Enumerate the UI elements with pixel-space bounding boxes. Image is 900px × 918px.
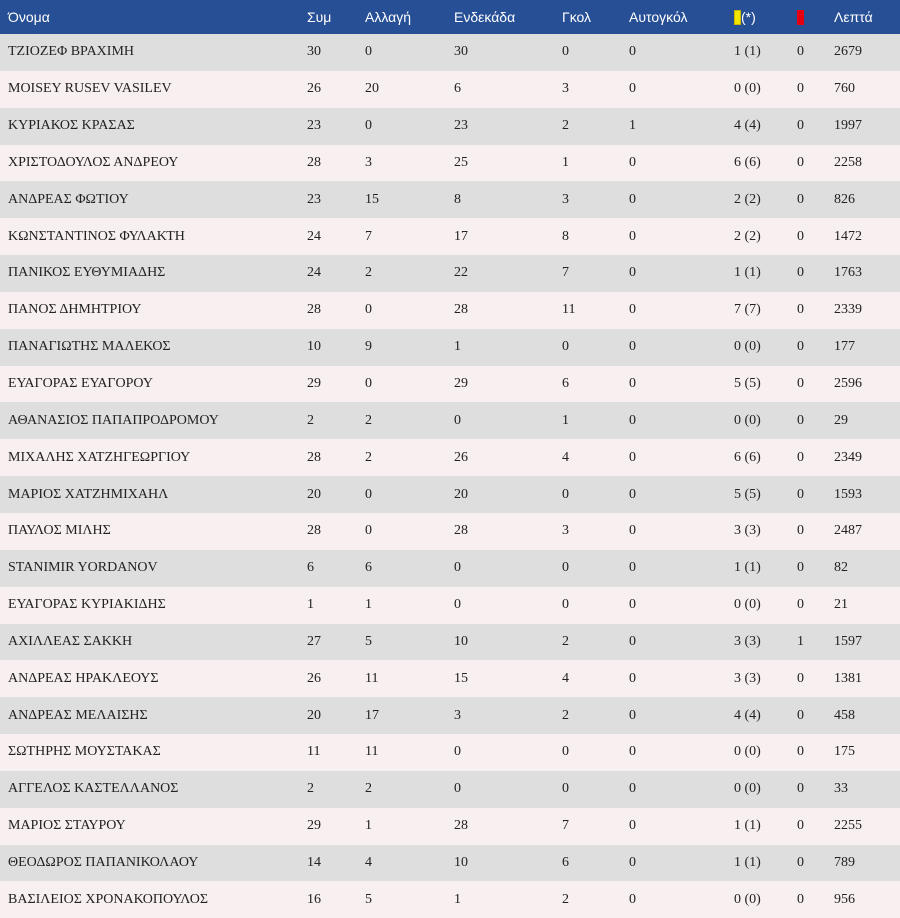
- cell-name: ΚΩΝΣΤΑΝΤΙΝΟΣ ΦΥΛΑΚΤΗ: [8, 228, 185, 244]
- table-row: [0, 366, 900, 403]
- cell-appearances: 30: [307, 44, 321, 60]
- cell-starting: 15: [454, 670, 468, 686]
- header-substitutions[interactable]: Αλλαγή: [365, 9, 412, 25]
- cell-own-goals: 0: [629, 486, 636, 502]
- cell-minutes: 1763: [834, 265, 862, 281]
- cell-substitutions: 2: [365, 781, 372, 797]
- cell-goals: 0: [562, 44, 569, 60]
- header-yellow-suffix: (*): [741, 9, 756, 25]
- cell-minutes: 1997: [834, 118, 862, 134]
- cell-substitutions: 9: [365, 339, 372, 355]
- cell-appearances: 2: [307, 781, 314, 797]
- header-starting[interactable]: Ενδεκάδα: [454, 9, 516, 25]
- cell-starting: 10: [454, 633, 468, 649]
- cell-appearances: 1: [307, 597, 314, 613]
- cell-starting: 0: [454, 597, 461, 613]
- table-row: [0, 734, 900, 771]
- cell-minutes: 2487: [834, 523, 862, 539]
- cell-starting: 0: [454, 781, 461, 797]
- cell-name: ΤΖΙΟΖΕΦ ΒΡΑΧΙΜΗ: [8, 44, 135, 60]
- cell-goals: 0: [562, 781, 569, 797]
- cell-yellow-cards: 5 (5): [734, 376, 761, 392]
- cell-minutes: 1381: [834, 670, 862, 686]
- cell-own-goals: 0: [629, 781, 636, 797]
- cell-appearances: 20: [307, 486, 321, 502]
- cell-goals: 0: [562, 339, 569, 355]
- cell-minutes: 33: [834, 781, 848, 797]
- header-yellow-cards[interactable]: [734, 0, 797, 34]
- cell-own-goals: 0: [629, 376, 636, 392]
- cell-name: ΑΘΑΝΑΣΙΟΣ ΠΑΠΑΠΡΟΔΡΟΜΟΥ: [8, 412, 219, 428]
- cell-name: ΑΓΓΕΛΟΣ ΚΑΣΤΕΛΛΑΝΟΣ: [8, 781, 179, 797]
- cell-name: ΜΙΧΑΛΗΣ ΧΑΤΖΗΓΕΩΡΓΙΟΥ: [8, 449, 191, 465]
- cell-substitutions: 5: [365, 633, 372, 649]
- cell-yellow-cards: 3 (3): [734, 670, 761, 686]
- cell-substitutions: 2: [365, 265, 372, 281]
- table-row: [0, 624, 900, 661]
- cell-own-goals: 0: [629, 265, 636, 281]
- table-row: [0, 476, 900, 513]
- cell-substitutions: 0: [365, 44, 372, 60]
- cell-yellow-cards: 5 (5): [734, 486, 761, 502]
- cell-minutes: 1597: [834, 633, 862, 649]
- cell-appearances: 14: [307, 854, 321, 870]
- cell-goals: 1: [562, 412, 569, 428]
- table-row: [0, 660, 900, 697]
- cell-red-cards: 0: [797, 412, 804, 428]
- cell-substitutions: 2: [365, 412, 372, 428]
- cell-substitutions: 0: [365, 376, 372, 392]
- cell-red-cards: 0: [797, 228, 804, 244]
- cell-own-goals: 0: [629, 191, 636, 207]
- cell-goals: 2: [562, 707, 569, 723]
- cell-minutes: 21: [834, 597, 848, 613]
- cell-appearances: 28: [307, 302, 321, 318]
- cell-minutes: 956: [834, 891, 855, 907]
- cell-appearances: 6: [307, 560, 314, 576]
- cell-minutes: 1472: [834, 228, 862, 244]
- cell-goals: 0: [562, 560, 569, 576]
- cell-red-cards: 0: [797, 523, 804, 539]
- cell-minutes: 458: [834, 707, 855, 723]
- header-red-cards[interactable]: [797, 0, 834, 34]
- cell-yellow-cards: 3 (3): [734, 523, 761, 539]
- cell-goals: 6: [562, 854, 569, 870]
- table-row: [0, 587, 900, 624]
- cell-starting: 8: [454, 191, 461, 207]
- cell-red-cards: 0: [797, 191, 804, 207]
- cell-red-cards: 0: [797, 560, 804, 576]
- cell-appearances: 29: [307, 818, 321, 834]
- cell-own-goals: 1: [629, 118, 636, 134]
- cell-goals: 1: [562, 154, 569, 170]
- cell-red-cards: 0: [797, 449, 804, 465]
- table-row: [0, 34, 900, 71]
- cell-appearances: 26: [307, 81, 321, 97]
- table-row: [0, 771, 900, 808]
- cell-appearances: 2: [307, 412, 314, 428]
- cell-name: ΜΑΡΙΟΣ ΧΑΤΖΗΜΙΧΑΗΛ: [8, 486, 169, 502]
- cell-name: ΠΑΝΑΓΙΩΤΗΣ ΜΑΛΕΚΟΣ: [8, 339, 171, 355]
- cell-substitutions: 1: [365, 818, 372, 834]
- cell-red-cards: 0: [797, 376, 804, 392]
- table-row: [0, 402, 900, 439]
- cell-red-cards: 0: [797, 118, 804, 134]
- cell-starting: 28: [454, 818, 468, 834]
- cell-substitutions: 15: [365, 191, 379, 207]
- cell-minutes: 789: [834, 854, 855, 870]
- cell-starting: 22: [454, 265, 468, 281]
- cell-minutes: 29: [834, 412, 848, 428]
- header-minutes[interactable]: Λεπτά: [834, 9, 873, 25]
- cell-goals: 0: [562, 744, 569, 760]
- table-row: [0, 329, 900, 366]
- cell-substitutions: 0: [365, 486, 372, 502]
- cell-appearances: 24: [307, 228, 321, 244]
- cell-substitutions: 1: [365, 597, 372, 613]
- cell-own-goals: 0: [629, 670, 636, 686]
- cell-yellow-cards: 0 (0): [734, 339, 761, 355]
- header-goals[interactable]: Γκολ: [562, 9, 592, 25]
- cell-name: ΘΕΟΔΩΡΟΣ ΠΑΠΑΝΙΚΟΛΑΟΥ: [8, 854, 199, 870]
- table-row: [0, 550, 900, 587]
- cell-own-goals: 0: [629, 449, 636, 465]
- cell-own-goals: 0: [629, 302, 636, 318]
- cell-minutes: 177: [834, 339, 855, 355]
- cell-substitutions: 6: [365, 560, 372, 576]
- cell-red-cards: 0: [797, 670, 804, 686]
- header-row: [0, 0, 900, 34]
- cell-name: ΑΧΙΛΛΕΑΣ ΣΑΚΚΗ: [8, 633, 133, 649]
- table-header: [0, 0, 900, 34]
- cell-own-goals: 0: [629, 818, 636, 834]
- cell-red-cards: 0: [797, 744, 804, 760]
- cell-red-cards: 0: [797, 891, 804, 907]
- cell-own-goals: 0: [629, 154, 636, 170]
- table-row: [0, 439, 900, 476]
- cell-appearances: 10: [307, 339, 321, 355]
- cell-yellow-cards: 1 (1): [734, 854, 761, 870]
- cell-starting: 1: [454, 891, 461, 907]
- cell-starting: 0: [454, 744, 461, 760]
- cell-appearances: 23: [307, 118, 321, 134]
- cell-starting: 0: [454, 560, 461, 576]
- cell-appearances: 23: [307, 191, 321, 207]
- table-row: [0, 71, 900, 108]
- cell-starting: 1: [454, 339, 461, 355]
- cell-red-cards: 0: [797, 302, 804, 318]
- cell-goals: 3: [562, 191, 569, 207]
- cell-name: MOISEY RUSEV VASILEV: [8, 81, 172, 97]
- cell-appearances: 16: [307, 891, 321, 907]
- cell-goals: 8: [562, 228, 569, 244]
- cell-minutes: 2255: [834, 818, 862, 834]
- cell-name: ΜΑΡΙΟΣ ΣΤΑΥΡΟΥ: [8, 818, 126, 834]
- cell-appearances: 20: [307, 707, 321, 723]
- cell-minutes: 2596: [834, 376, 862, 392]
- cell-red-cards: 0: [797, 854, 804, 870]
- cell-goals: 4: [562, 670, 569, 686]
- cell-own-goals: 0: [629, 228, 636, 244]
- cell-own-goals: 0: [629, 560, 636, 576]
- cell-starting: 29: [454, 376, 468, 392]
- cell-goals: 4: [562, 449, 569, 465]
- cell-minutes: 2339: [834, 302, 862, 318]
- cell-substitutions: 4: [365, 854, 372, 870]
- cell-appearances: 29: [307, 376, 321, 392]
- cell-own-goals: 0: [629, 597, 636, 613]
- red-card-icon: [797, 10, 804, 25]
- cell-starting: 10: [454, 854, 468, 870]
- cell-starting: 23: [454, 118, 468, 134]
- cell-yellow-cards: 0 (0): [734, 81, 761, 97]
- cell-starting: 28: [454, 302, 468, 318]
- cell-starting: 20: [454, 486, 468, 502]
- cell-red-cards: 0: [797, 339, 804, 355]
- cell-yellow-cards: 4 (4): [734, 707, 761, 723]
- cell-name: ΚΥΡΙΑΚΟΣ ΚΡΑΣΑΣ: [8, 118, 135, 134]
- cell-own-goals: 0: [629, 81, 636, 97]
- cell-goals: 0: [562, 486, 569, 502]
- cell-appearances: 28: [307, 449, 321, 465]
- table-row: [0, 697, 900, 734]
- cell-red-cards: 0: [797, 44, 804, 60]
- cell-red-cards: 1: [797, 633, 804, 649]
- cell-substitutions: 11: [365, 744, 379, 760]
- cell-yellow-cards: 0 (0): [734, 597, 761, 613]
- cell-own-goals: 0: [629, 523, 636, 539]
- cell-goals: 6: [562, 376, 569, 392]
- cell-own-goals: 0: [629, 339, 636, 355]
- cell-name: ΧΡΙΣΤΟΔΟΥΛΟΣ ΑΝΔΡΕΟΥ: [8, 154, 179, 170]
- cell-appearances: 11: [307, 744, 321, 760]
- cell-goals: 0: [562, 597, 569, 613]
- cell-minutes: 826: [834, 191, 855, 207]
- cell-starting: 25: [454, 154, 468, 170]
- table-row: [0, 181, 900, 218]
- cell-appearances: 28: [307, 154, 321, 170]
- cell-starting: 26: [454, 449, 468, 465]
- cell-goals: 2: [562, 891, 569, 907]
- cell-goals: 3: [562, 523, 569, 539]
- cell-minutes: 2679: [834, 44, 862, 60]
- header-own-goals[interactable]: Αυτογκόλ: [629, 9, 688, 25]
- cell-minutes: 2258: [834, 154, 862, 170]
- cell-goals: 7: [562, 265, 569, 281]
- cell-goals: 7: [562, 818, 569, 834]
- cell-own-goals: 0: [629, 633, 636, 649]
- cell-substitutions: 20: [365, 81, 379, 97]
- cell-minutes: 760: [834, 81, 855, 97]
- cell-appearances: 27: [307, 633, 321, 649]
- cell-yellow-cards: 0 (0): [734, 412, 761, 428]
- cell-name: ΑΝΔΡΕΑΣ ΜΕΛΑΙΣΗΣ: [8, 707, 148, 723]
- cell-name: ΒΑΣΙΛΕΙΟΣ ΧΡΟΝΑΚΟΠΟΥΛΟΣ: [8, 891, 209, 907]
- cell-red-cards: 0: [797, 707, 804, 723]
- cell-yellow-cards: 1 (1): [734, 265, 761, 281]
- cell-own-goals: 0: [629, 44, 636, 60]
- header-name[interactable]: Όνομα: [8, 9, 50, 25]
- cell-starting: 3: [454, 707, 461, 723]
- cell-name: STANIMIR YORDANOV: [8, 560, 158, 576]
- cell-substitutions: 11: [365, 670, 379, 686]
- table-row: [0, 218, 900, 255]
- cell-starting: 0: [454, 412, 461, 428]
- table-body: [0, 34, 900, 918]
- cell-substitutions: 0: [365, 302, 372, 318]
- cell-own-goals: 0: [629, 412, 636, 428]
- cell-name: ΑΝΔΡΕΑΣ ΦΩΤΙΟΥ: [8, 191, 129, 207]
- cell-red-cards: 0: [797, 486, 804, 502]
- cell-minutes: 1593: [834, 486, 862, 502]
- cell-red-cards: 0: [797, 781, 804, 797]
- cell-red-cards: 0: [797, 81, 804, 97]
- cell-name: ΕΥΑΓΟΡΑΣ ΕΥΑΓΟΡΟΥ: [8, 376, 153, 392]
- table-row: [0, 108, 900, 145]
- cell-red-cards: 0: [797, 597, 804, 613]
- cell-yellow-cards: 2 (2): [734, 191, 761, 207]
- cell-substitutions: 0: [365, 118, 372, 134]
- cell-starting: 30: [454, 44, 468, 60]
- table-row: [0, 513, 900, 550]
- cell-own-goals: 0: [629, 707, 636, 723]
- cell-yellow-cards: 1 (1): [734, 44, 761, 60]
- cell-yellow-cards: 6 (6): [734, 449, 761, 465]
- cell-goals: 3: [562, 81, 569, 97]
- cell-name: ΠΑΝΟΣ ΔΗΜΗΤΡΙΟΥ: [8, 302, 142, 318]
- cell-yellow-cards: 1 (1): [734, 818, 761, 834]
- cell-goals: 11: [562, 302, 576, 318]
- cell-yellow-cards: 4 (4): [734, 118, 761, 134]
- cell-red-cards: 0: [797, 154, 804, 170]
- cell-substitutions: 5: [365, 891, 372, 907]
- cell-own-goals: 0: [629, 891, 636, 907]
- cell-starting: 6: [454, 81, 461, 97]
- cell-name: ΣΩΤΗΡΗΣ ΜΟΥΣΤΑΚΑΣ: [8, 744, 161, 760]
- cell-goals: 2: [562, 633, 569, 649]
- cell-name: ΠΑΝΙΚΟΣ ΕΥΘΥΜΙΑΔΗΣ: [8, 265, 166, 281]
- cell-appearances: 26: [307, 670, 321, 686]
- cell-substitutions: 7: [365, 228, 372, 244]
- cell-goals: 2: [562, 118, 569, 134]
- table-row: [0, 145, 900, 182]
- cell-own-goals: 0: [629, 854, 636, 870]
- cell-yellow-cards: 6 (6): [734, 154, 761, 170]
- table-row: [0, 292, 900, 329]
- table-row: [0, 808, 900, 845]
- cell-yellow-cards: 0 (0): [734, 891, 761, 907]
- cell-yellow-cards: 7 (7): [734, 302, 761, 318]
- cell-own-goals: 0: [629, 744, 636, 760]
- cell-substitutions: 0: [365, 523, 372, 539]
- cell-name: ΑΝΔΡΕΑΣ ΗΡΑΚΛΕΟΥΣ: [8, 670, 159, 686]
- cell-minutes: 2349: [834, 449, 862, 465]
- cell-substitutions: 3: [365, 154, 372, 170]
- table-row: [0, 881, 900, 918]
- header-appearances[interactable]: Συμ: [307, 9, 332, 25]
- cell-starting: 17: [454, 228, 468, 244]
- cell-substitutions: 2: [365, 449, 372, 465]
- table-row: [0, 255, 900, 292]
- cell-minutes: 175: [834, 744, 855, 760]
- cell-red-cards: 0: [797, 818, 804, 834]
- cell-minutes: 82: [834, 560, 848, 576]
- cell-name: ΠΑΥΛΟΣ ΜΙΛΗΣ: [8, 523, 111, 539]
- cell-appearances: 28: [307, 523, 321, 539]
- cell-substitutions: 17: [365, 707, 379, 723]
- cell-name: ΕΥΑΓΟΡΑΣ ΚΥΡΙΑΚΙΔΗΣ: [8, 597, 166, 613]
- cell-yellow-cards: 0 (0): [734, 744, 761, 760]
- table-row: [0, 845, 900, 882]
- cell-yellow-cards: 3 (3): [734, 633, 761, 649]
- cell-red-cards: 0: [797, 265, 804, 281]
- yellow-card-icon: [734, 10, 741, 25]
- cell-yellow-cards: 0 (0): [734, 781, 761, 797]
- cell-starting: 28: [454, 523, 468, 539]
- cell-yellow-cards: 2 (2): [734, 228, 761, 244]
- cell-yellow-cards: 1 (1): [734, 560, 761, 576]
- cell-appearances: 24: [307, 265, 321, 281]
